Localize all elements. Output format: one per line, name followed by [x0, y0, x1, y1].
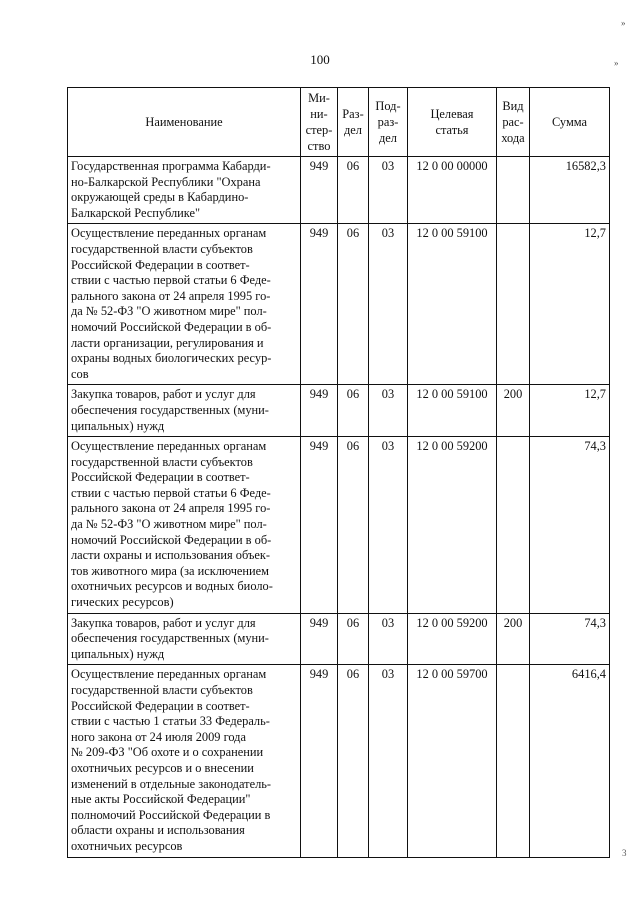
header-ministry-line: Ми-: [308, 91, 330, 105]
cell-name-line: Осуществление переданных органам: [71, 439, 267, 454]
cell-name-line: Российской Федерации в соответ-: [71, 257, 250, 272]
table-header-row: [68, 88, 610, 157]
cell-expense-type: 200: [497, 385, 530, 437]
cell-target: 12 0 00 59200: [408, 613, 497, 665]
table-row: [68, 157, 610, 224]
cell-target: 12 0 00 59100: [408, 224, 497, 385]
budget-table: [67, 87, 610, 858]
header-target: [408, 88, 497, 157]
cell-name-line: Закупка товаров, работ и услуг для: [71, 615, 256, 630]
cell-section: 06: [338, 385, 369, 437]
cell-expense-type: [497, 224, 530, 385]
cell-name-line: ствии с частью первой статьи 6 Феде-: [71, 273, 271, 288]
cell-name-line: ного закона от 24 июля 2009 года: [71, 729, 246, 744]
cell-expense-type: [497, 437, 530, 614]
cell-name-line: государственной власти субъектов: [71, 683, 253, 697]
cell-subsection: 03: [369, 385, 408, 437]
cell-name-line: Осуществление переданных органам: [71, 226, 267, 241]
header-subsection-line: раз-: [377, 115, 399, 129]
cell-name: [68, 385, 301, 437]
cell-sum: 74,3: [530, 613, 610, 665]
cell-name: [68, 665, 301, 857]
cell-name-line: государственной власти субъектов: [71, 241, 253, 256]
table-row: [68, 437, 610, 614]
table-body: [68, 157, 610, 858]
header-ministry-line: ни-: [310, 107, 328, 121]
header-expense-type-line: хода: [501, 131, 525, 145]
cell-name-line: Российской Федерации в соответ-: [71, 470, 250, 485]
cell-target: 12 0 00 59700: [408, 665, 497, 857]
header-section: [338, 88, 369, 157]
cell-name-line: государственной власти субъектов: [71, 454, 253, 469]
header-expense-type: [497, 88, 530, 157]
cell-name-line: ствии с частью 1 статьи 33 Федераль-: [71, 714, 270, 729]
cell-target: 12 0 00 59200: [408, 437, 497, 614]
cell-name-line: изменений в отдельные законодатель-: [71, 776, 272, 791]
cell-section: 06: [338, 613, 369, 665]
cell-name-line: номочий Российской Федерации в об-: [71, 319, 272, 334]
cell-sum: 12,7: [530, 224, 610, 385]
header-subsection-line: дел: [379, 131, 397, 145]
cell-section: 06: [338, 437, 369, 614]
cell-name-line: обеспечения государственных (муни-: [71, 402, 269, 417]
header-ministry-line: стер-: [305, 123, 333, 137]
scan-artifact-mark: 3: [622, 848, 627, 858]
cell-name: [68, 613, 301, 665]
cell-name-line: да № 52-ФЗ "О животном мире" пол-: [71, 304, 267, 319]
cell-ministry: 949: [301, 224, 338, 385]
cell-name-line: сов: [71, 366, 89, 381]
table-row: [68, 613, 610, 665]
cell-name-line: рального закона от 24 апреля 1995 го-: [71, 288, 271, 303]
cell-target: 12 0 00 59100: [408, 385, 497, 437]
header-name: Наименование: [68, 88, 301, 157]
scan-artifact-mark: »: [614, 58, 619, 68]
header-target-line: статья: [435, 123, 469, 137]
cell-subsection: 03: [369, 665, 408, 857]
header-ministry: [301, 88, 338, 157]
cell-name-line: номочий Российской Федерации в об-: [71, 532, 272, 547]
cell-name-line: полномочий Российской Федерации в: [71, 807, 271, 822]
cell-subsection: 03: [369, 157, 408, 224]
header-section-line: Раз-: [342, 107, 364, 121]
cell-ministry: 949: [301, 437, 338, 614]
cell-section: 06: [338, 157, 369, 224]
header-ministry-line: ство: [307, 139, 331, 153]
cell-name-line: ципальных) нужд: [71, 646, 165, 661]
header-subsection: [369, 88, 408, 157]
cell-expense-type: [497, 665, 530, 857]
cell-ministry: 949: [301, 157, 338, 224]
table-row: [68, 385, 610, 437]
header-target-line: Целевая: [430, 107, 474, 121]
cell-subsection: 03: [369, 613, 408, 665]
cell-sum: 6416,4: [530, 665, 610, 857]
cell-name-line: ласти организации, регулирования и: [71, 335, 264, 350]
cell-name-line: обеспечения государственных (муни-: [71, 631, 269, 646]
cell-name-line: Закупка товаров, работ и услуг для: [71, 387, 256, 402]
cell-name-line: но-Балкарской Республики "Охрана: [71, 174, 261, 189]
cell-name: [68, 157, 301, 224]
cell-name-line: ласти охраны и использования объек-: [71, 548, 271, 563]
page-number: 100: [310, 52, 330, 67]
cell-name: [68, 224, 301, 385]
cell-sum: 74,3: [530, 437, 610, 614]
cell-sum: 12,7: [530, 385, 610, 437]
cell-name-line: Балкарской Республике": [71, 205, 201, 220]
cell-name: [68, 437, 301, 614]
header-sum: Сумма: [530, 88, 610, 157]
header-expense-type-line: рас-: [502, 115, 524, 129]
cell-subsection: 03: [369, 224, 408, 385]
cell-name-line: ные акты Российской Федерации": [71, 792, 251, 807]
cell-name-line: охотничьих ресурсов и водных биоло-: [71, 579, 273, 594]
cell-expense-type: [497, 157, 530, 224]
cell-name-line: рального закона от 24 апреля 1995 го-: [71, 501, 271, 516]
header-expense-type-line: Вид: [502, 99, 524, 113]
cell-name-line: охраны водных биологических ресур-: [71, 351, 272, 366]
cell-name-line: № 209-ФЗ "Об охоте и о сохранении: [71, 745, 264, 760]
header-section-line: дел: [344, 123, 362, 137]
table-row: [68, 224, 610, 385]
cell-section: 06: [338, 665, 369, 857]
scan-artifact-mark: »: [621, 18, 626, 28]
cell-name-line: тов животного мира (за исключением: [71, 563, 270, 578]
cell-name-line: Государственная программа Кабарди-: [71, 159, 271, 173]
cell-subsection: 03: [369, 437, 408, 614]
cell-name-line: области охраны и использования: [71, 823, 245, 838]
cell-name-line: гических ресурсов): [71, 595, 174, 610]
cell-sum: 16582,3: [530, 157, 610, 224]
cell-section: 06: [338, 224, 369, 385]
table-row: [68, 665, 610, 857]
cell-name-line: окружающей среды в Кабардино-: [71, 190, 249, 205]
cell-ministry: 949: [301, 665, 338, 857]
cell-name-line: охотничьих ресурсов и о внесении: [71, 760, 254, 775]
cell-ministry: 949: [301, 385, 338, 437]
cell-name-line: да № 52-ФЗ "О животном мире" пол-: [71, 517, 267, 532]
cell-name-line: Российской Федерации в соответ-: [71, 698, 250, 713]
cell-name-line: охотничьих ресурсов: [71, 838, 183, 853]
cell-name-line: ствии с частью первой статьи 6 Феде-: [71, 485, 271, 500]
cell-name-line: Осуществление переданных органам: [71, 667, 267, 682]
cell-ministry: 949: [301, 613, 338, 665]
cell-expense-type: 200: [497, 613, 530, 665]
header-subsection-line: Под-: [375, 99, 401, 113]
cell-name-line: ципальных) нужд: [71, 418, 165, 433]
cell-target: 12 0 00 00000: [408, 157, 497, 224]
